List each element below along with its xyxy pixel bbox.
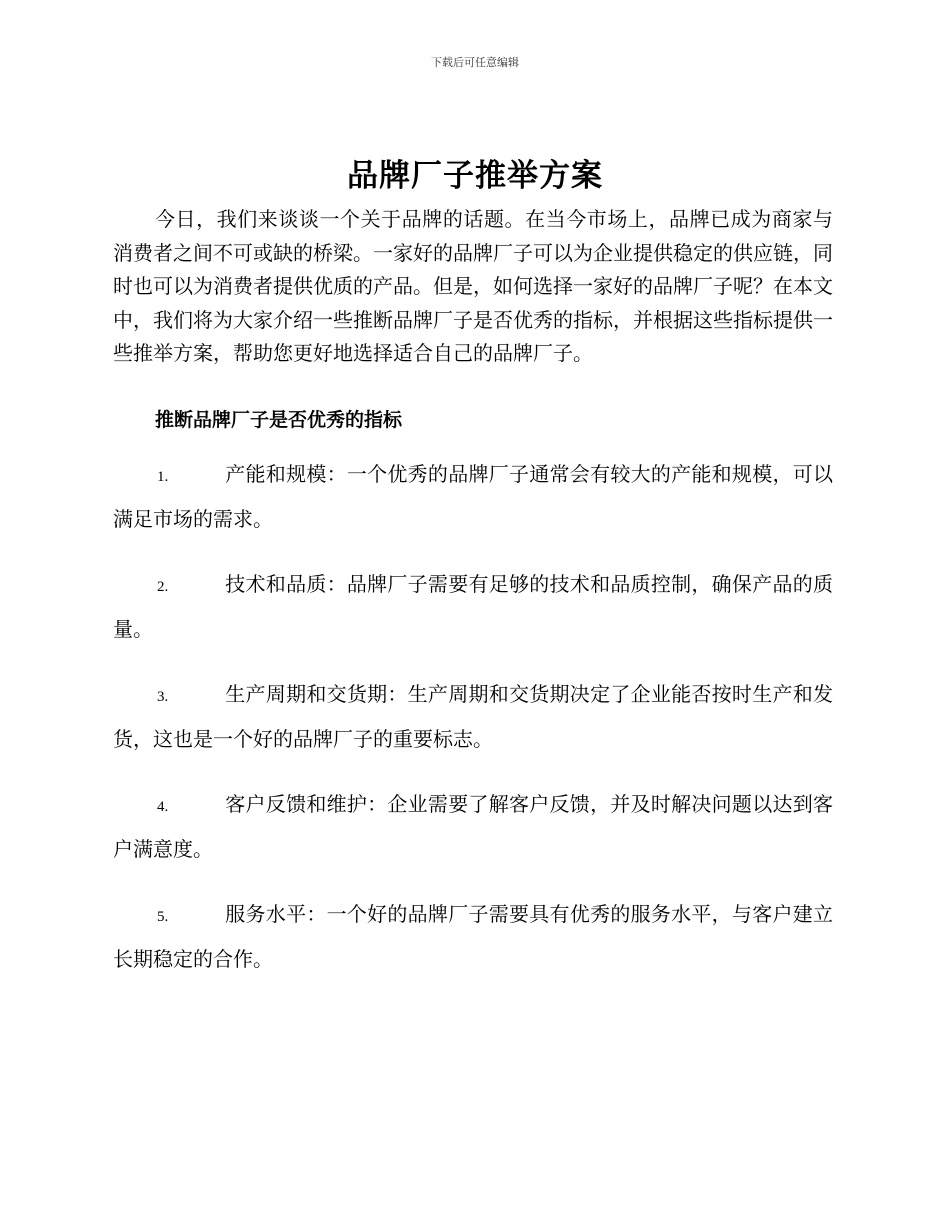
header-note: 下载后可任意编辑 — [431, 56, 519, 69]
indicator-list — [113, 453, 833, 980]
list-item-number: 2. — [157, 578, 169, 595]
list-item-text: 客户反馈和维护：企业需要了解客户反馈，并及时解决问题以达到客户满意度。 — [113, 791, 833, 861]
list-item-text: 产能和规模：一个优秀的品牌厂子通常会有较大的产能和规模，可以满足市场的需求。 — [113, 461, 833, 531]
page-title: 品牌厂子推举方案 — [347, 158, 603, 194]
list-item — [113, 453, 833, 540]
list-item — [113, 673, 833, 760]
list-item-text: 技术和品质：品牌厂子需要有足够的技术和品质控制，确保产品的质量。 — [113, 571, 833, 641]
list-item-number: 4. — [157, 798, 169, 815]
document-body — [113, 203, 833, 980]
intro-paragraph: 今日，我们来谈谈一个关于品牌的话题。在当今市场上，品牌已成为商家与消费者之间不可或缺的桥梁。一家好的品牌厂子可以为企业提供稳定的供应链，同时也可以为消费者提供优质的产品。但是，如何选择一家好的品牌厂子呢？在本文中，我们将为大家介绍一些推断品牌厂子是否优秀的指标，并根据这些指标提供一些推举方案，帮助您更好地选择适合自己的品牌厂子。 — [113, 207, 833, 366]
list-item — [113, 563, 833, 650]
list-item — [113, 783, 833, 870]
list-item-number: 5. — [157, 908, 169, 925]
list-item-text: 服务水平：一个好的品牌厂子需要具有优秀的服务水平，与客户建立长期稳定的合作。 — [113, 901, 833, 971]
list-item-number: 1. — [157, 468, 169, 485]
list-item — [113, 893, 833, 980]
section-heading: 推断品牌厂子是否优秀的指标 — [155, 408, 403, 431]
list-item-number: 3. — [157, 688, 169, 705]
list-item-text: 生产周期和交货期：生产周期和交货期决定了企业能否按时生产和发货，这也是一个好的品牌厂子的重要标志。 — [113, 681, 833, 751]
